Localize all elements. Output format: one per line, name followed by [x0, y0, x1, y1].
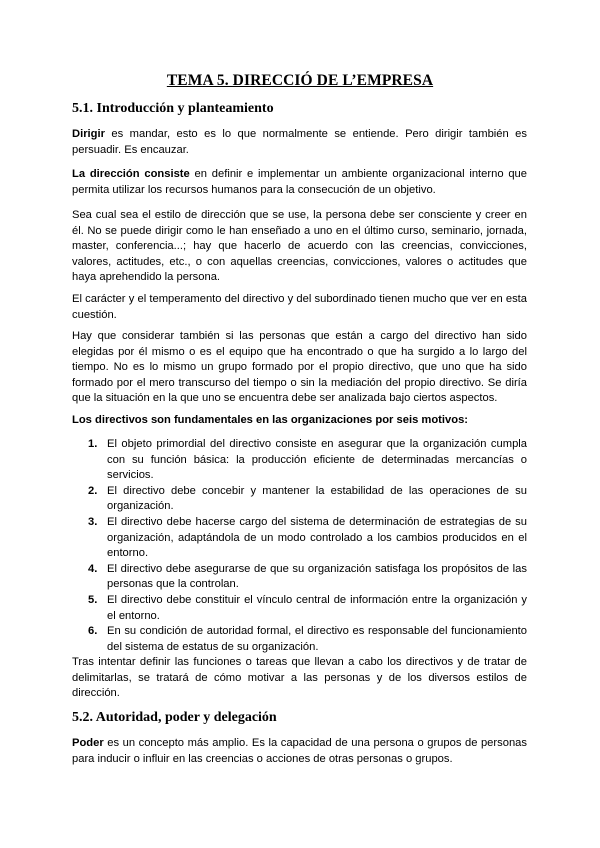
list-item: [88, 484, 527, 515]
list-item-text: El directivo debe asegurarse de que su organización satisfaga los propósitos de las personas que la controlan.: [107, 562, 527, 591]
list-number: 5.: [88, 593, 98, 606]
list-number: 2.: [88, 484, 98, 497]
paragraph-poder: [72, 736, 527, 767]
paragraph-text: es un concepto más amplio. Es la capacidad de una persona o grupos de personas para inducir o influir en las creencias o acciones de otras personas o grupos.: [72, 737, 527, 765]
paragraph-dirigir: [72, 127, 527, 158]
motives-list: [88, 437, 527, 655]
list-item-text: El objeto primordial del directivo consiste en asegurar que la organización cumpla con su función básica: la producción eficiente de determinadas mercancías o servicios.: [107, 438, 527, 482]
list-item: [88, 624, 527, 655]
paragraph-caracter: El carácter y el temperamento del directivo y del subordinado tienen mucho que ver en esta cuestión.: [72, 293, 527, 321]
bold-term: Dirigir: [72, 128, 105, 140]
list-number: 6.: [88, 625, 98, 638]
paragraph-tras: Tras intentar definir las funciones o tareas que llevan a cabo los directivos y de tratar de delimitarlas, se tratará de cómo motivar a las personas y de los diversos estilos de dirección.: [72, 656, 527, 700]
paragraph-estilo: Sea cual sea el estilo de dirección que se use, la persona debe ser consciente y creer en él. No se puede dirigir como le han enseñado a uno en el último curso, seminario, jornada, master, conferencia...; hay que hacerlo de acuerdo con las creencias, convicciones, valores, actitudes, etc., o con aquellas creencias, convicciones, valores o actitudes que haya aprehendido la persona.: [72, 209, 527, 284]
paragraph-text: es mandar, esto es lo que normalmente se entiende. Pero dirigir también es persuadir. Es encauzar.: [72, 128, 527, 156]
list-item-text: El directivo debe hacerse cargo del sistema de determinación de estrategias de su organización, adaptándola de un modo controlado a los cambios producidos en el entorno.: [107, 515, 527, 560]
list-item-text: El directivo debe concebir y mantener la estabilidad de las operaciones de su organización.: [107, 484, 527, 513]
list-item-text: El directivo debe constituir el vínculo central de información entre la organización y el entorno.: [107, 593, 527, 622]
list-number: 1.: [88, 438, 98, 450]
paragraph-text: en definir e implementar un ambiente organizacional interno que permita utilizar los recursos humanos para la consecución de un objetivo.: [72, 168, 527, 196]
bold-term: Poder: [72, 737, 104, 749]
list-item: [88, 593, 527, 624]
section-heading-autoridad: 5.2. Autoridad, poder y delegación: [72, 710, 277, 725]
bold-term: La dirección consiste: [72, 168, 190, 180]
paragraph-considerar: Hay que considerar también si las personas que están a cargo del directivo han sido elegidas por él mismo o es el equipo que ha encontrado o que ha surgido a lo largo del tiempo. No es lo mismo un grupo formado por el propio directivo, que uno que ha sido formado por el mero transcurso del tiempo o sin la mediación del propio directivo. Se diría que la situación en la que uno se encuentra debe ser analizada bajo ciertos aspectos.: [72, 330, 527, 405]
document-title: TEMA 5. DIRECCIÓ DE L’EMPRESA: [166, 72, 434, 89]
list-item: [88, 562, 527, 593]
list-item: [88, 515, 527, 562]
list-heading: Los directivos son fundamentales en las organizaciones por seis motivos:: [72, 414, 469, 426]
paragraph-direccion: [72, 167, 527, 198]
list-item-text: En su condición de autoridad formal, el directivo es responsable del funcionamiento del sistema de estatus de su organización.: [107, 625, 527, 653]
list-number: 3.: [88, 515, 98, 528]
list-item: [88, 437, 527, 484]
section-heading-intro: 5.1. Introducción y planteamiento: [72, 101, 274, 116]
list-number: 4.: [88, 562, 98, 575]
